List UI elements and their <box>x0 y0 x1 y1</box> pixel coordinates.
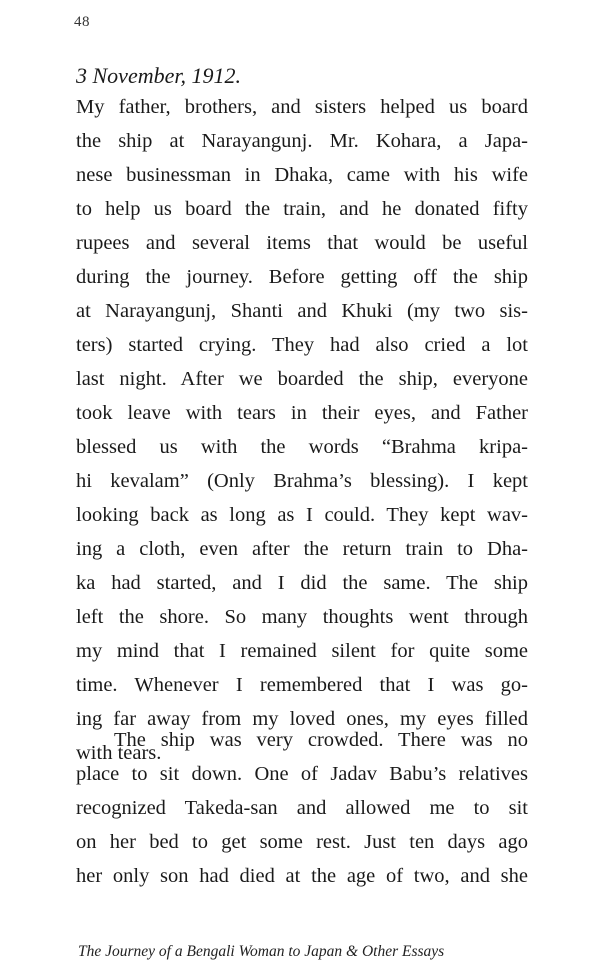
page-number: 48 <box>74 14 90 30</box>
text-line: place to sit down. One of Jadav Babu’s relatives <box>76 763 528 785</box>
text-line: the ship at Narayangunj. Mr. Kohara, a Japa- <box>76 130 528 152</box>
text-line: took leave with tears in their eyes, and Father <box>76 402 528 424</box>
text-line: ing far away from my loved ones, my eyes filled <box>76 708 528 730</box>
text-line: during the journey. Before getting off the ship <box>76 266 528 288</box>
text-line: ing a cloth, even after the return train to Dha- <box>76 538 528 560</box>
entry-date: 3 November, 1912. <box>76 63 241 88</box>
paragraph-2 <box>76 723 528 893</box>
running-footer: The Journey of a Bengali Woman to Japan & Other Essays <box>78 943 445 960</box>
text-line: my mind that I remained silent for quite some <box>76 640 528 662</box>
text-line: ters) started crying. They had also cried a lot <box>76 334 528 356</box>
text-line: My father, brothers, and sisters helped us board <box>76 96 528 118</box>
text-line: to help us board the train, and he donated fifty <box>76 198 528 220</box>
text-line: on her bed to get some rest. Just ten days ago <box>76 831 528 853</box>
text-line: blessed us with the words “Brahma kripa- <box>76 436 528 458</box>
text-line: The ship was very crowded. There was no <box>114 729 528 751</box>
text-line: nese businessman in Dhaka, came with his wife <box>76 164 528 186</box>
text-line: her only son had died at the age of two, and she <box>76 865 528 887</box>
text-line: time. Whenever I remembered that I was go- <box>76 674 528 696</box>
text-line: recognized Takeda-san and allowed me to sit <box>76 797 528 819</box>
paragraph-1 <box>76 90 528 770</box>
text-line: hi kevalam” (Only Brahma’s blessing). I kept <box>76 470 528 492</box>
text-line: rupees and several items that would be useful <box>76 232 528 254</box>
text-line: last night. After we boarded the ship, everyone <box>76 368 528 390</box>
text-line: at Narayangunj, Shanti and Khuki (my two sis- <box>76 300 528 322</box>
text-line: with tears. <box>76 742 162 764</box>
text-line: ka had started, and I did the same. The ship <box>76 572 528 594</box>
text-line: looking back as long as I could. They kept wav- <box>76 504 528 526</box>
text-line: left the shore. So many thoughts went through <box>76 606 528 628</box>
